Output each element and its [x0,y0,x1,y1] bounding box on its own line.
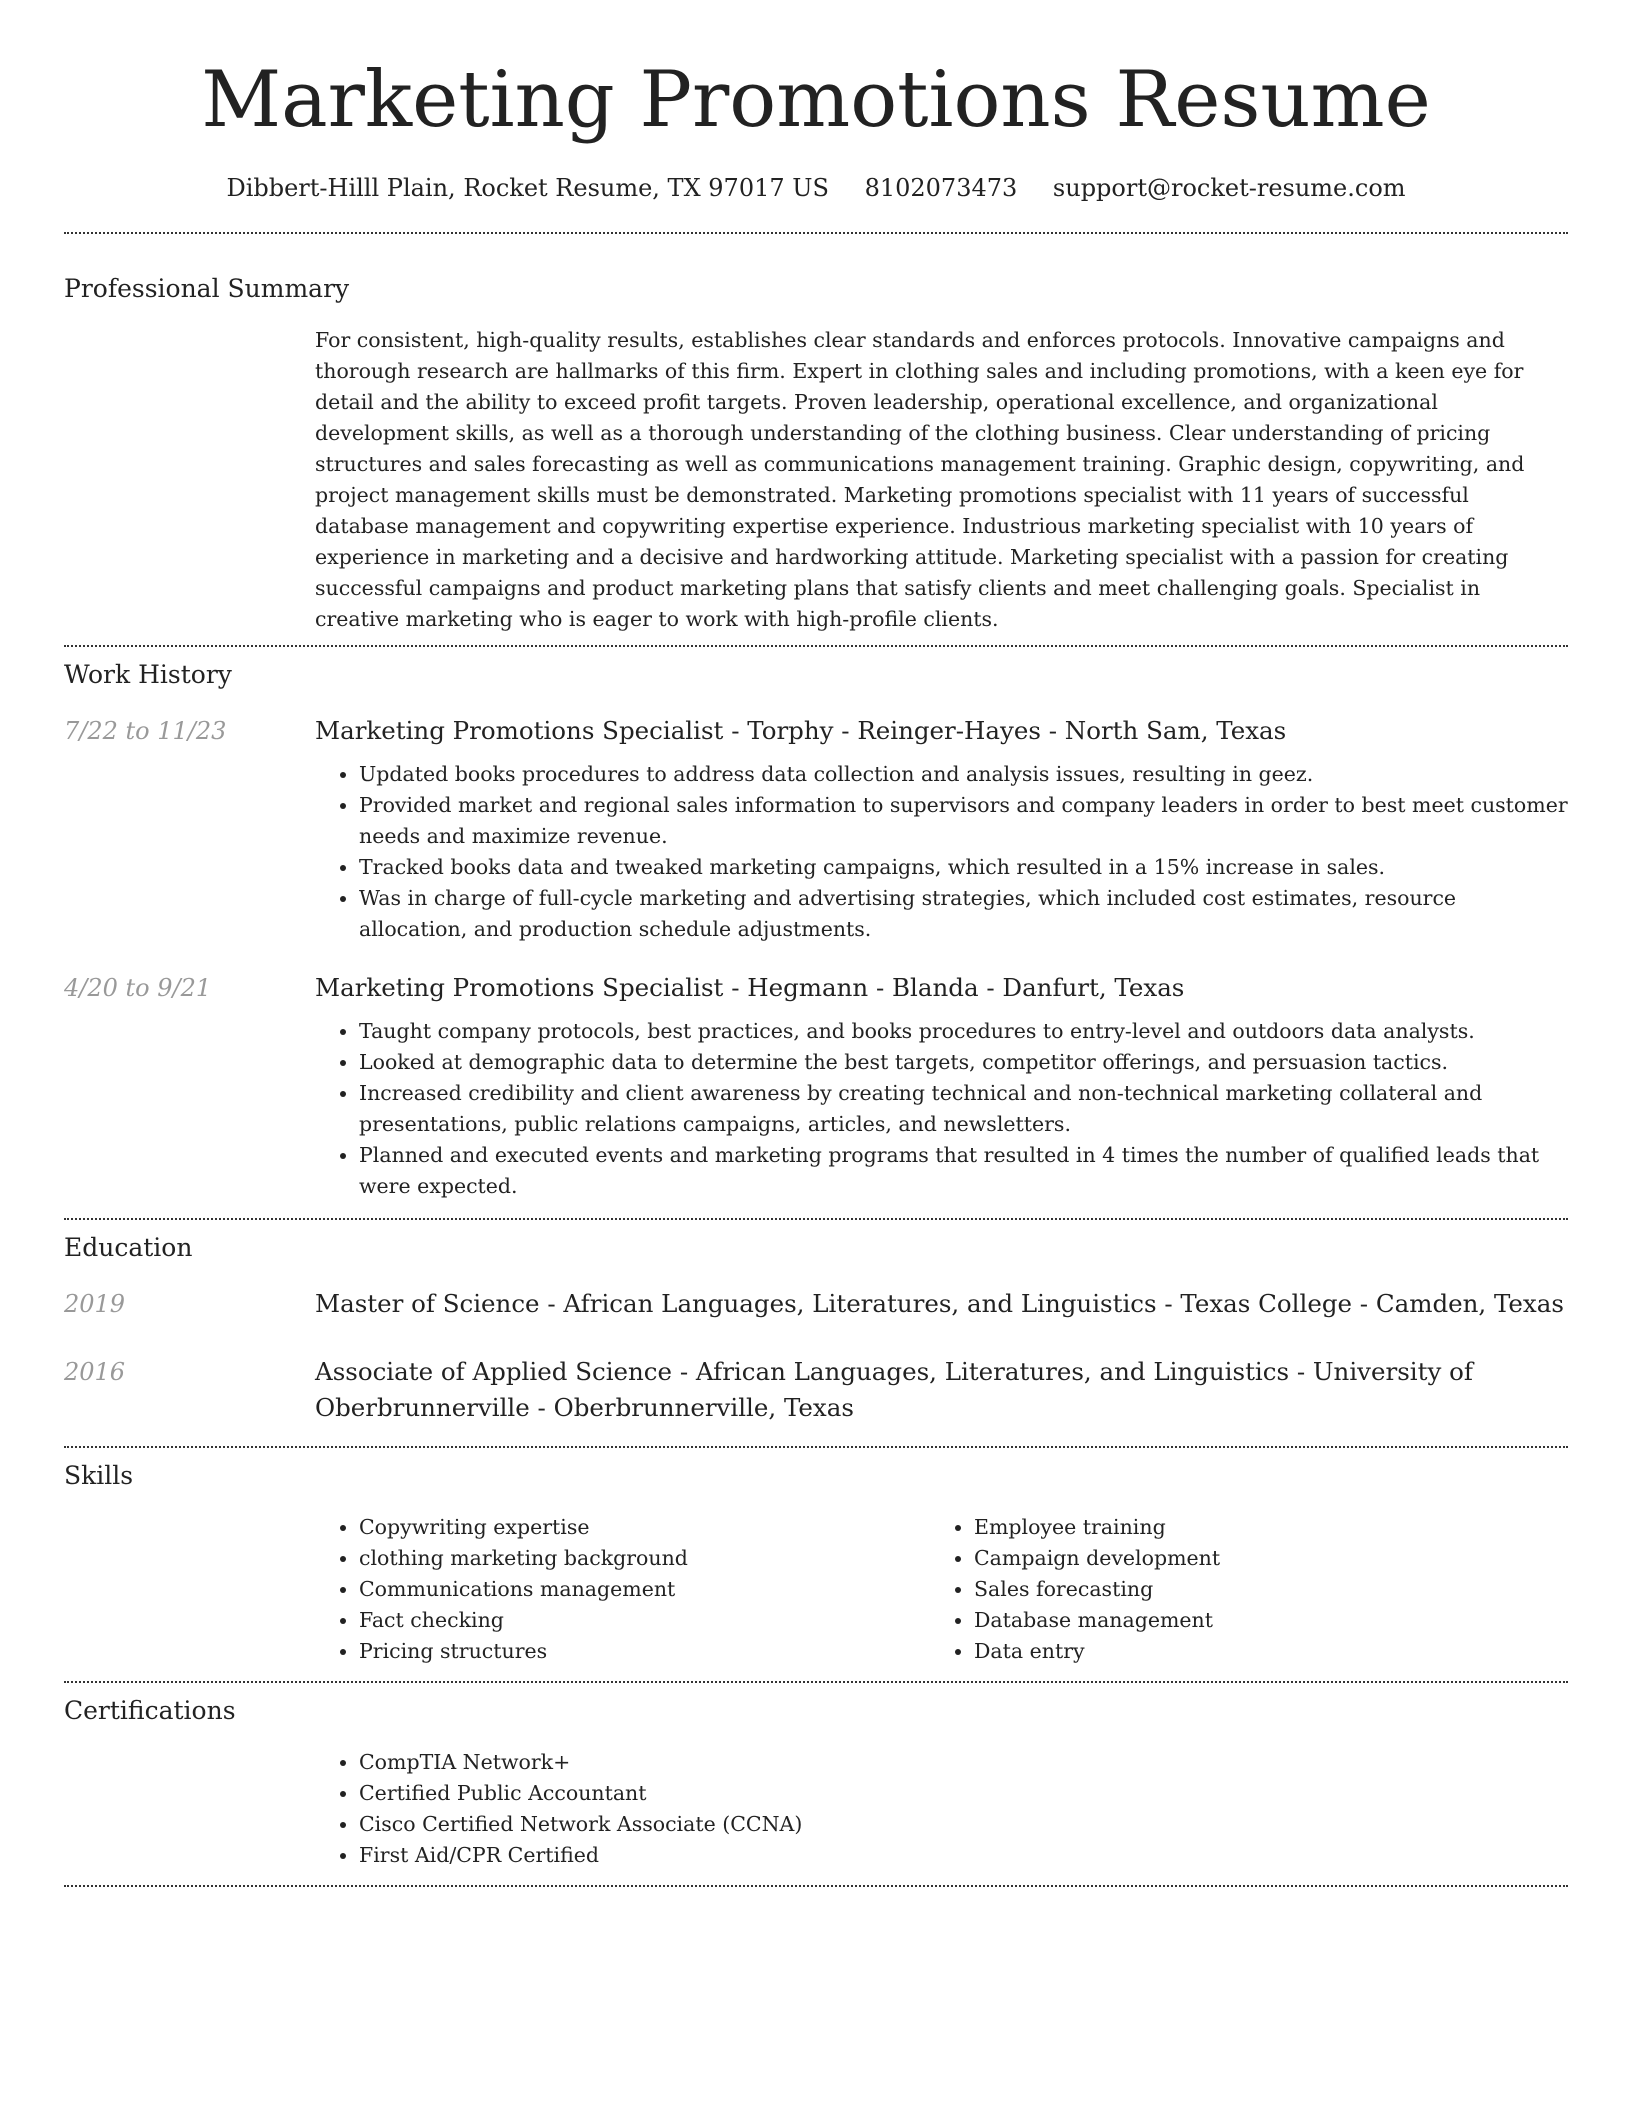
education-year: 2016 [64,1358,126,1386]
list-item: • Sales forecasting [974,1574,1545,1605]
list-item: • CompTIA Network+ [359,1747,1568,1778]
list-item: • Pricing structures [359,1636,930,1667]
skills-heading: Skills [64,1461,134,1490]
list-item: • Copywriting expertise [359,1512,930,1543]
list-item: • Employee training [974,1512,1545,1543]
divider [64,1446,1568,1448]
list-item: • Campaign development [974,1543,1545,1574]
job-entry [64,713,1568,945]
list-item: • Updated books procedures to address data collection and analysis issues, resulting in geez. [359,759,1568,790]
list-item: • Data entry [974,1636,1545,1667]
resume-header [64,0,1568,206]
list-item: • Provided market and regional sales information to supervisors and company leaders in order to best meet customer needs and maximize revenue. [359,790,1568,852]
list-item: • Certified Public Accountant [359,1778,1568,1809]
contact-email: support@rocket-resume.com [1052,174,1406,202]
divider [64,1681,1568,1683]
list-item: • Database management [974,1605,1545,1636]
list-item: • Increased credibility and client awareness by creating technical and non-technical marketing collateral and presentations, public relations campaigns, articles, and newsletters. [359,1078,1568,1140]
list-item: • clothing marketing background [359,1543,930,1574]
contact-line [64,170,1568,206]
certifications-heading: Certifications [64,1696,236,1725]
divider [64,1218,1568,1220]
list-item: • First Aid/CPR Certified [359,1840,1568,1871]
list-item: • Looked at demographic data to determine the best targets, competitor offerings, and persuasion tactics. [359,1047,1568,1078]
education-year: 2019 [64,1290,126,1318]
summary-heading: Professional Summary [64,274,350,303]
certifications-section [64,1693,1568,1871]
job-title: Marketing Promotions Specialist - Torphy - Reinger-Hayes - North Sam, Texas [315,716,1287,745]
job-dates: 7/22 to 11/23 [64,717,227,745]
list-item: • Was in charge of full-cycle marketing and advertising strategies, which included cost estimates, resource allocation, and production schedule adjustments. [359,883,1568,945]
job-dates: 4/20 to 9/21 [64,974,212,1002]
work-history-section [64,657,1568,1202]
education-section [64,1230,1568,1426]
summary-section [64,271,1568,635]
job-bullets [315,1016,1568,1202]
certifications-list [315,1747,1568,1871]
skills-list [930,1512,1545,1667]
work-history-heading: Work History [64,660,232,689]
list-item: • Cisco Certified Network Associate (CCNA) [359,1809,1568,1840]
divider [64,232,1568,234]
resume-title: Marketing Promotions Resume [201,55,1431,145]
education-heading: Education [64,1233,193,1262]
list-item: • Taught company protocols, best practices, and books procedures to entry-level and outdoors data analysts. [359,1016,1568,1047]
education-entry [64,1354,1568,1426]
list-item: • Fact checking [359,1605,930,1636]
contact-phone: 8102073473 [864,174,1018,202]
list-item: • Communications management [359,1574,930,1605]
skills-list [315,1512,930,1667]
education-text: Associate of Applied Science - African Languages, Literatures, and Linguistics - University of Oberbrunnerville - Oberbrunnerville, Texas [315,1357,1473,1422]
skills-section [64,1458,1568,1667]
list-item: • Tracked books data and tweaked marketing campaigns, which resulted in a 15% increase in sales. [359,852,1568,883]
education-entry [64,1286,1568,1322]
job-entry [64,970,1568,1202]
divider [64,645,1568,647]
list-item: • Planned and executed events and marketing programs that resulted in 4 times the number of qualified leads that were expected. [359,1140,1568,1202]
job-bullets [315,759,1568,945]
contact-address: Dibbert-Hilll Plain, Rocket Resume, TX 97017 US [226,174,829,202]
job-title: Marketing Promotions Specialist - Hegmann - Blanda - Danfurt, Texas [315,973,1185,1002]
divider [64,1885,1568,1887]
education-text: Master of Science - African Languages, Literatures, and Linguistics - Texas College - Camden, Texas [315,1289,1564,1318]
summary-text: For consistent, high-quality results, establishes clear standards and enforces protocols. Innovative campaigns and thorough research are hallmarks of this firm. Expert in clothing sales and including promotions, with a keen eye for detail and the ability to exceed profit targets. Proven leadership, operational excellence, and organizational development skills, as well as a thorough understanding of the clothing business. Clear understanding of pricing structures and sales forecasting as well as communications management training. Graphic design, copywriting, and project management skills must be demonstrated. Marketing promotions specialist with 11 years of successful database management and copywriting expertise experience. Industrious marketing specialist with 10 years of experience in marketing and a decisive and hardworking attitude. Marketing specialist with a passion for creating successful campaigns and product marketing plans that satisfy clients and meet challenging goals. Specialist in creative marketing who is eager to work with high-profile clients. [315,328,1525,631]
